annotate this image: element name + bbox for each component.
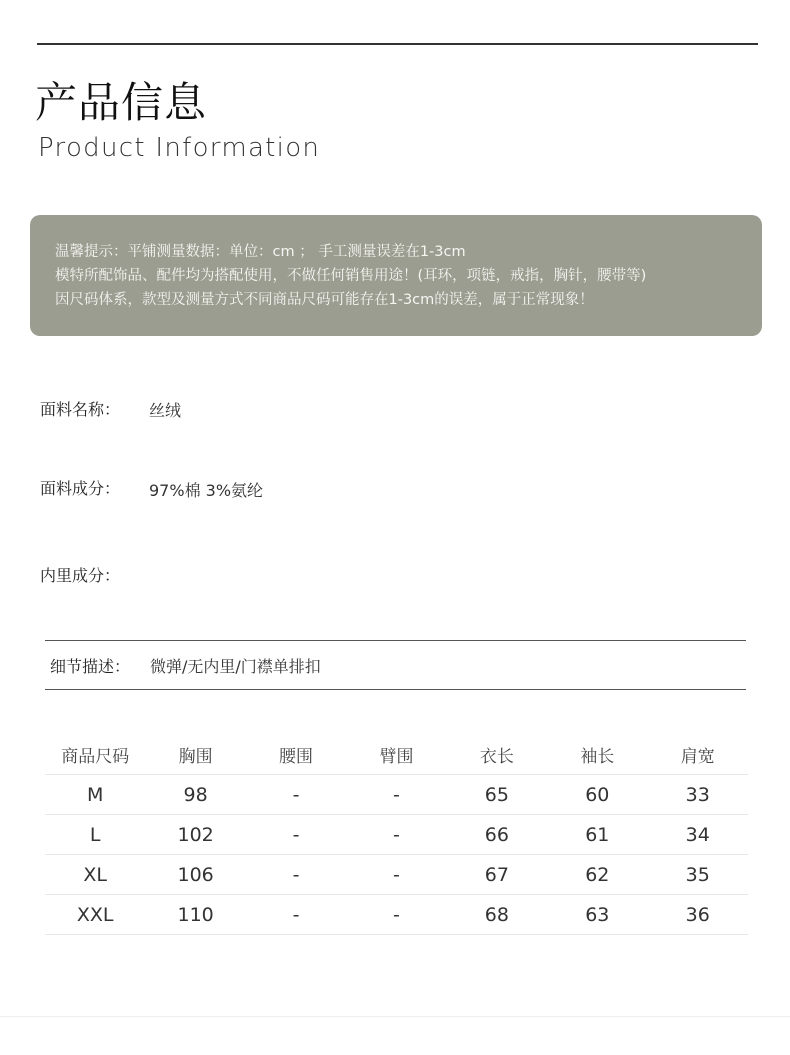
details-bottom-divider: [45, 689, 746, 690]
table-cell: 102: [145, 815, 245, 855]
table-cell: 106: [145, 855, 245, 895]
details-label: 细节描述：: [50, 657, 131, 676]
top-divider: [37, 43, 758, 45]
table-cell: 62: [547, 855, 647, 895]
table-cell: L: [45, 815, 145, 855]
table-cell: -: [346, 815, 446, 855]
notice-line: 模特所配饰品、配件均为搭配使用，不做任何销售用途！(耳环，项链，戒指，胸针，腰带等): [55, 268, 647, 284]
table-cell: -: [346, 775, 446, 815]
notice-line: 温馨提示：平铺测量数据：单位：cm ； 手工测量误差在1-3cm: [55, 244, 466, 260]
table-cell: 33: [648, 775, 748, 815]
table-cell: 63: [547, 895, 647, 935]
table-cell: 61: [547, 815, 647, 855]
table-row: [45, 855, 748, 895]
fabric-composition-value: 97%棉 3%氨纶: [149, 481, 264, 500]
table-cell: 36: [648, 895, 748, 935]
table-header-cell: 肩宽: [648, 735, 748, 775]
size-table: [45, 735, 748, 935]
table-cell: 98: [145, 775, 245, 815]
table-row: [45, 815, 748, 855]
details-top-divider: [45, 640, 746, 641]
details-value: 微弹/无内里/门襟单排扣: [150, 657, 321, 676]
table-header-row: [45, 735, 748, 775]
table-cell: -: [246, 775, 346, 815]
lining-composition-label: 内里成分：: [40, 566, 121, 585]
table-header-cell: 胸围: [145, 735, 245, 775]
table-cell: 67: [447, 855, 547, 895]
notice-box: [30, 215, 762, 336]
table-header-cell: 商品尺码: [45, 735, 145, 775]
table-cell: 34: [648, 815, 748, 855]
table-header-cell: 袖长: [547, 735, 647, 775]
page-subtitle: Product Information: [38, 133, 321, 163]
table-cell: 65: [447, 775, 547, 815]
table-cell: XXL: [45, 895, 145, 935]
table-cell: -: [346, 895, 446, 935]
page-title: 产品信息: [35, 78, 208, 127]
table-cell: 68: [447, 895, 547, 935]
table-cell: -: [246, 815, 346, 855]
fabric-name-label: 面料名称：: [40, 400, 121, 419]
table-cell: 35: [648, 855, 748, 895]
notice-line: 因尺码体系，款型及测量方式不同商品尺码可能存在1-3cm的误差，属于正常现象！: [55, 292, 594, 308]
table-cell: 110: [145, 895, 245, 935]
table-cell: XL: [45, 855, 145, 895]
fabric-composition-label: 面料成分：: [40, 479, 121, 498]
table-header-cell: 衣长: [447, 735, 547, 775]
table-row: [45, 895, 748, 935]
fabric-name-value: 丝绒: [149, 401, 182, 420]
table-header-cell: 臂围: [346, 735, 446, 775]
table-row: [45, 775, 748, 815]
table-cell: -: [246, 895, 346, 935]
table-cell: 60: [547, 775, 647, 815]
table-cell: -: [346, 855, 446, 895]
table-cell: -: [246, 855, 346, 895]
table-header-cell: 腰围: [246, 735, 346, 775]
table-cell: 66: [447, 815, 547, 855]
table-cell: M: [45, 775, 145, 815]
bottom-divider: [0, 1016, 790, 1017]
